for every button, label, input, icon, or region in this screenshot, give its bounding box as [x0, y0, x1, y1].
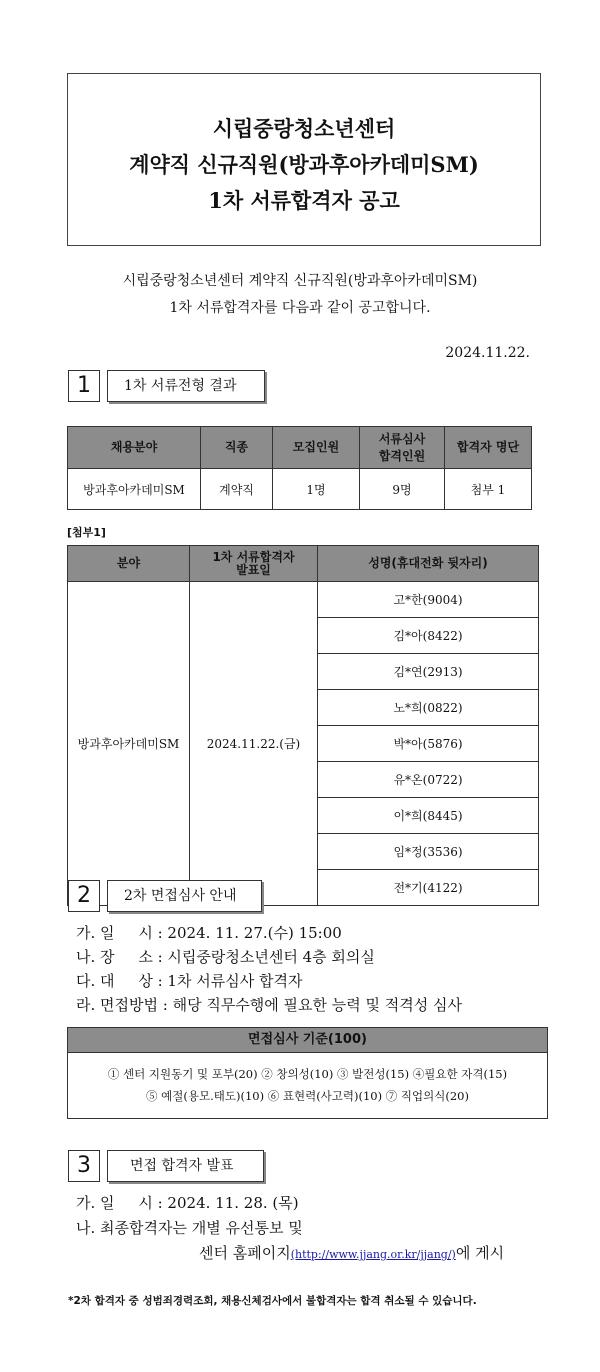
- announcement-date: 2024.11.22.: [445, 345, 530, 361]
- result-table: [67, 426, 532, 510]
- criteria-box: [67, 1027, 548, 1119]
- homepage-link[interactable]: (http://www.jjang.or.kr/jjang/): [290, 1248, 456, 1261]
- result-header-field: 채용분야: [68, 427, 201, 469]
- title-box: [67, 73, 541, 246]
- final-homepage-line: [199, 1242, 504, 1263]
- section-3-title: 면접 합격자 발표: [107, 1150, 264, 1182]
- applicant-name: 김*연(2913): [318, 654, 539, 690]
- applicant-name: 이*희(8445): [318, 798, 539, 834]
- interview-target-line: 다. 대 상 : 1차 서류심사 합격자: [76, 972, 303, 990]
- intro-line-1: 시립중랑청소년센터 계약직 신규직원(방과후아카데미SM): [122, 273, 478, 289]
- criteria-line-2: ⑤ 예절(용모.태도)(10) ⑥ 표현력(사고력)(10) ⑦ 직업의식(20): [146, 1089, 469, 1103]
- section-3-number: 3: [68, 1150, 100, 1182]
- result-header-passed: 서류심사 합격인원: [360, 427, 445, 469]
- section-2-number: 2: [68, 880, 100, 912]
- result-cell-list: 첨부 1: [445, 469, 532, 510]
- interview-method-line: 라. 면접방법 : 해당 직무수행에 필요한 능력 및 적격성 심사: [76, 996, 463, 1014]
- homepage-prefix: 센터 홈페이지: [199, 1244, 291, 1262]
- homepage-suffix: 에 게시: [455, 1244, 505, 1262]
- section-1-number: 1: [68, 370, 100, 402]
- interview-date-line: 가. 일 시 : 2024. 11. 27.(수) 15:00: [76, 924, 342, 942]
- section-2-title: 2차 면접심사 안내: [107, 880, 262, 912]
- attachment-table: [67, 545, 539, 906]
- attachment-label: [첨부1]: [67, 526, 106, 539]
- result-cell-field: 방과후아카데미SM: [68, 469, 201, 510]
- table-row: [68, 469, 532, 510]
- result-header-type: 직종: [201, 427, 273, 469]
- intro-line-2: 1차 서류합격자를 다음과 같이 공고합니다.: [169, 300, 431, 316]
- footnote: *2차 합격자 중 성범죄경력조회, 채용신체검사에서 불합격자는 합격 취소될 수 있습니다.: [68, 1295, 477, 1307]
- result-header-list: 합격자 명단: [445, 427, 532, 469]
- applicant-name: 전*기(4122): [318, 870, 539, 906]
- title-line-1: 시립중랑청소년센터: [212, 116, 396, 141]
- attach-header-names: 성명(휴대전화 뒷자리): [318, 546, 539, 582]
- result-header-recruit: 모집인원: [273, 427, 360, 469]
- result-cell-type: 계약직: [201, 469, 273, 510]
- criteria-line-1: ① 센터 지원동기 및 포부(20) ② 창의성(10) ③ 발전성(15) ④필요한 자격(15): [107, 1067, 508, 1081]
- result-cell-passed: 9명: [360, 469, 445, 510]
- result-cell-recruit: 1명: [273, 469, 360, 510]
- applicant-name: 노*희(0822): [318, 690, 539, 726]
- attach-cell-field: 방과후아카데미SM: [68, 582, 190, 906]
- interview-place-line: 나. 장 소 : 시립중랑청소년센터 4층 회의실: [76, 948, 375, 966]
- applicant-name: 박*아(5876): [318, 726, 539, 762]
- applicant-name: 고*한(9004): [318, 582, 539, 618]
- criteria-title: 면접심사 기준(100): [68, 1028, 547, 1053]
- title-line-2: 계약직 신규직원(방과후아카데미SM): [129, 152, 479, 177]
- final-date-line: 가. 일 시 : 2024. 11. 28. (목): [76, 1194, 299, 1212]
- applicant-name: 유*온(0722): [318, 762, 539, 798]
- attach-cell-date: 2024.11.22.(금): [190, 582, 318, 906]
- attach-header-date: 1차 서류합격자 발표일: [190, 546, 318, 582]
- attach-header-field: 분야: [68, 546, 190, 582]
- table-row: [68, 582, 539, 618]
- applicant-name: 김*아(8422): [318, 618, 539, 654]
- title-line-3: 1차 서류합격자 공고: [208, 188, 400, 213]
- applicant-name: 임*정(3536): [318, 834, 539, 870]
- final-notice-line: 나. 최종합격자는 개별 유선통보 및: [76, 1219, 303, 1237]
- section-1-title: 1차 서류전형 결과: [107, 370, 265, 402]
